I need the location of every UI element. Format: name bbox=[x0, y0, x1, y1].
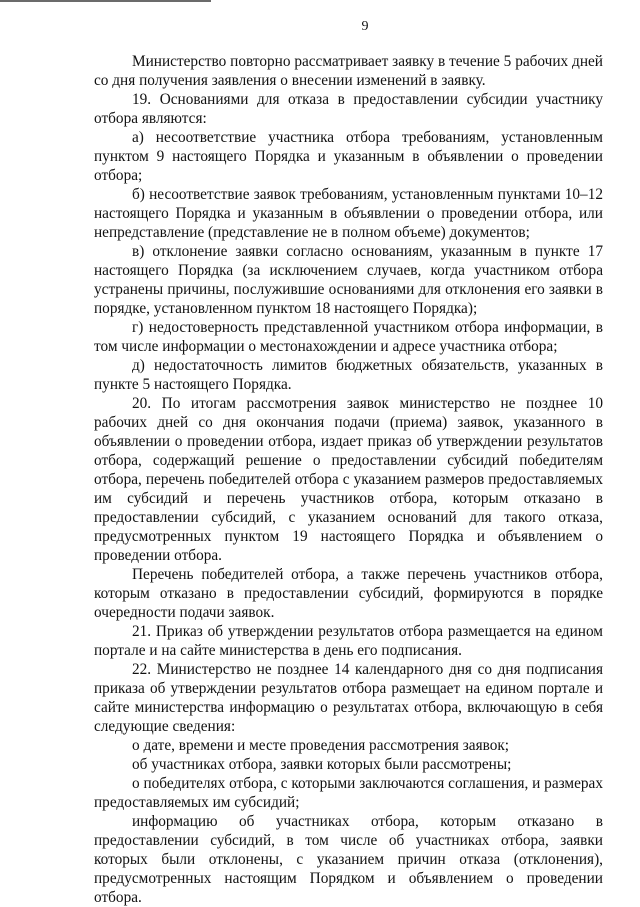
page-number: 9 bbox=[361, 19, 369, 34]
paragraph: г) недостоверность представленной участником отбора информации, в том числе информации о местонахождении и адресе участника отбора; bbox=[94, 319, 603, 355]
paragraph: 19. Основаниями для отказа в предоставлении субсидии участнику отбора являются: bbox=[94, 91, 603, 127]
paragraph: 20. По итогам рассмотрения заявок министерство не позднее 10 рабочих дней со дня окончания подачи (приема) заявок, указанного в объявлении о проведении отбора, издает приказ об утверждении результатов отбора, содержащий решение о предоставлении субсидий победителям отбора, перечень победителей отбора с указанием размеров предоставляемых им субсидий и перечень участников отбора, которым отказано в предоставлении субсидий, с указанием оснований для такого отказа, предусмотренных пунктом 19 настоящего Порядка и объявлением о проведении отбора. bbox=[94, 395, 603, 564]
paragraph: Министерство повторно рассматривает заявку в течение 5 рабочих дней со дня получения заявления о внесении изменений в заявку. bbox=[94, 53, 603, 89]
paragraph: 22. Министерство не позднее 14 календарного дня со дня подписания приказа об утверждении результатов отбора размещает на едином портале и сайте министерства информацию о результатах отбора, включающую в себя следующие сведения: bbox=[94, 661, 603, 735]
document-body bbox=[94, 52, 603, 907]
paragraph: а) несоответствие участника отбора требованиям, установленным пунктом 9 настоящего Порядка и указанным в объявлении о проведении отбора; bbox=[94, 129, 603, 184]
paragraph: б) несоответствие заявок требованиям, установленным пунктами 10–12 настоящего Порядка и указанным в объявлении о проведении отбора, или непредставление (представление не в полном объеме) документов; bbox=[94, 186, 603, 241]
paragraph: Перечень победителей отбора, а также перечень участников отбора, которым отказано в предоставлении субсидий, формируются в порядке очередности подачи заявок. bbox=[94, 566, 603, 621]
paragraph: д) недостаточность лимитов бюджетных обязательств, указанных в пункте 5 настоящего Порядка. bbox=[94, 357, 603, 393]
paragraph: в) отклонение заявки согласно основаниям, указанным в пункте 17 настоящего Порядка (за исключением случаев, когда участником отбора устранены причины, послужившие основаниями для отклонения его заявки в порядке, установленном пунктом 18 настоящего Порядка); bbox=[94, 243, 603, 317]
paragraph: информацию об участниках отбора, которым отказано в предоставлении субсидий, в том числе об участниках отбора, заявки которых были отклонены, с указанием причин отказа (отклонения), предусмотренных настоящим Порядком и объявлением о проведении отбора. bbox=[94, 813, 603, 906]
top-rule bbox=[0, 0, 211, 2]
paragraph: о дате, времени и месте проведения рассмотрения заявок; bbox=[132, 737, 510, 754]
paragraph: 21. Приказ об утверждении результатов отбора размещается на едином портале и на сайте министерства в день его подписания. bbox=[94, 623, 603, 659]
paragraph: о победителях отбора, с которыми заключаются соглашения, и размерах предоставляемых им субсидий; bbox=[94, 775, 603, 811]
paragraph: об участниках отбора, заявки которых были рассмотрены; bbox=[132, 756, 512, 773]
